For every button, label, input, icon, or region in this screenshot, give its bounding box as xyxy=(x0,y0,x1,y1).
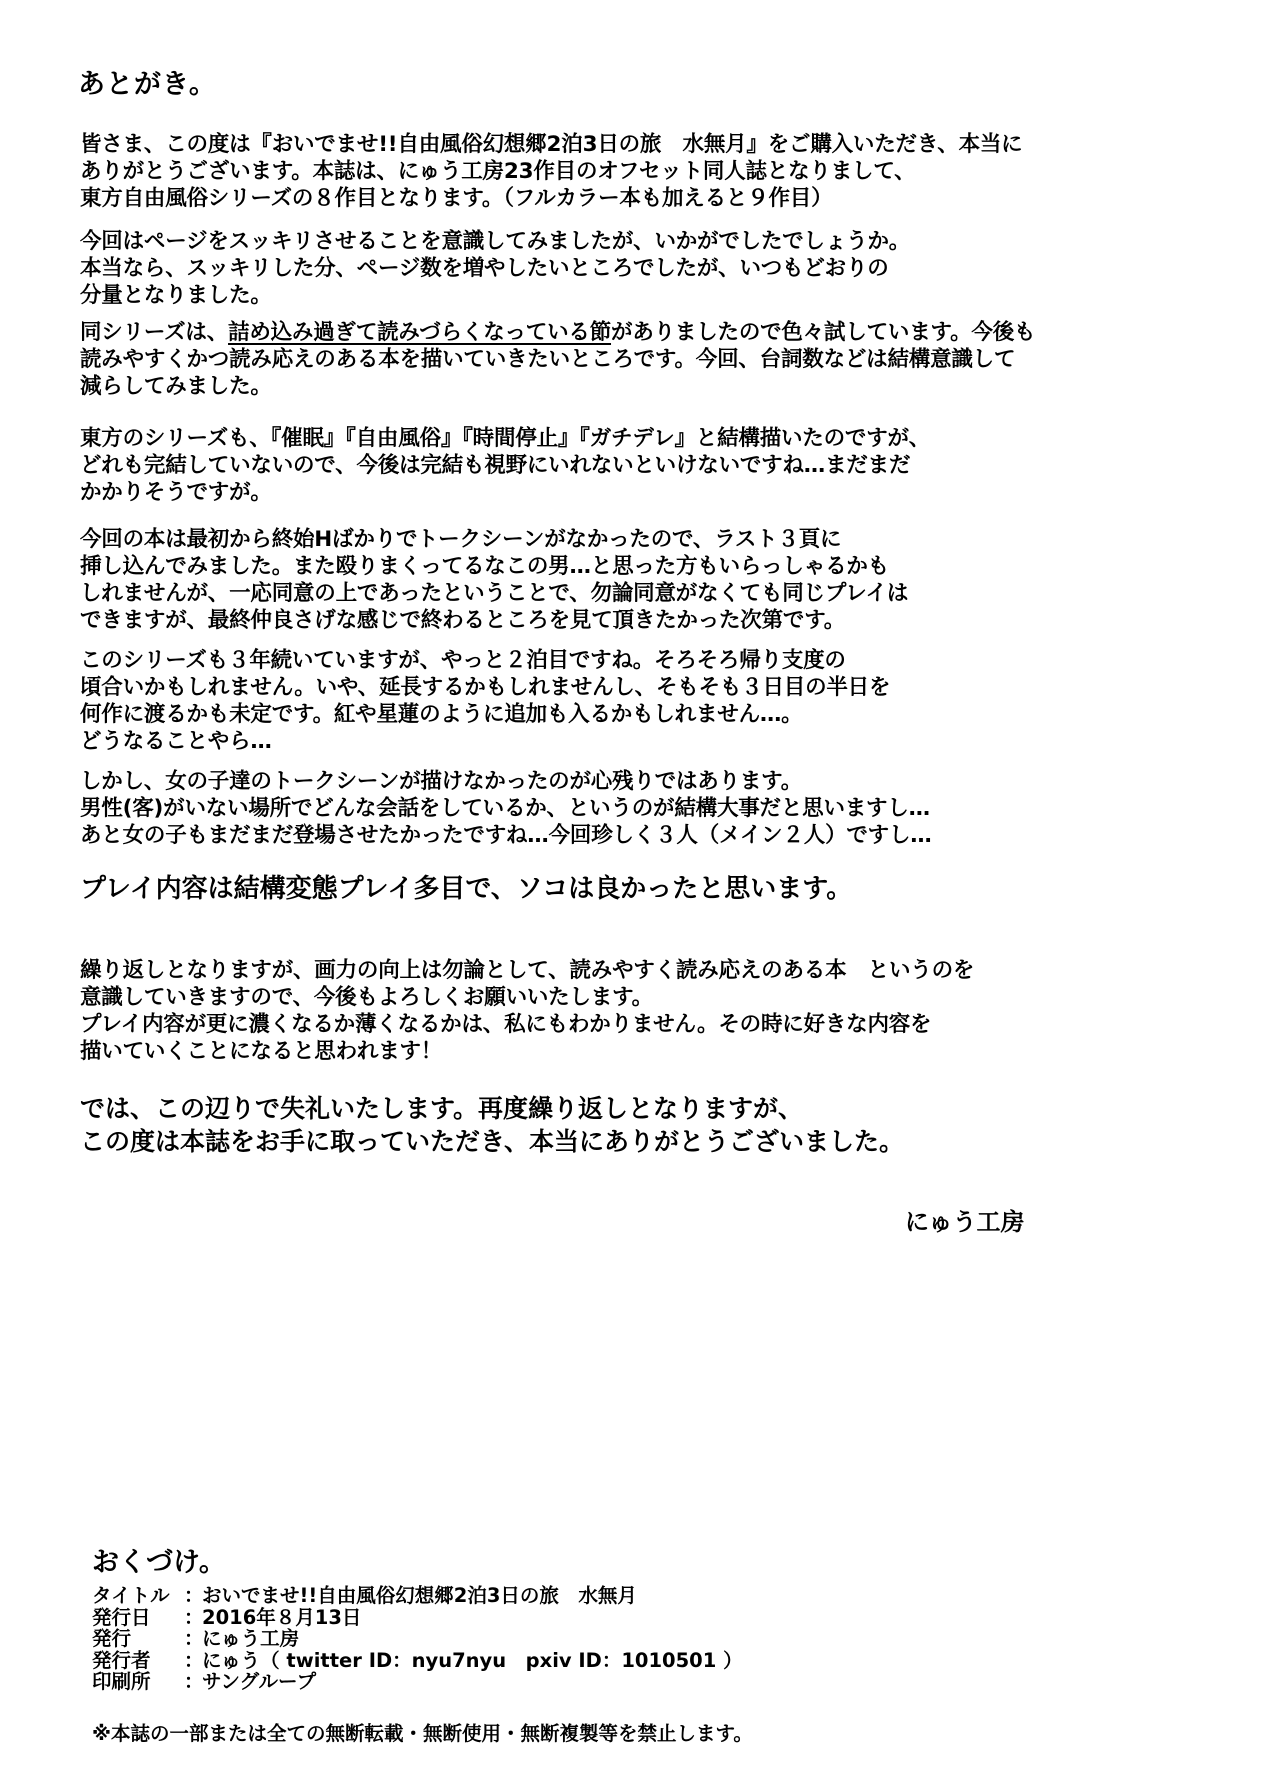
colophon-separator: ： xyxy=(184,1627,204,1650)
text-line: 男性(客)がいない場所でどんな会話をしているか、というのが結構大事だと思いますし… xyxy=(80,796,930,821)
colophon-label: 発行 xyxy=(92,1627,132,1650)
paragraph-this-book xyxy=(80,526,1140,634)
underlined-text: 詰め込み過ぎて読みづらくなっている節 xyxy=(228,320,612,345)
copyright-notice: ※本誌の一部または全ての無断転載・無断使用・無断複製等を禁止します。 xyxy=(92,1722,753,1745)
paragraph-intro xyxy=(80,131,1140,212)
emphasis-statement: プレイ内容は結構変態プレイ多目で、ソコは良かったと思います。 xyxy=(80,874,853,904)
text-line: できますが、最終仲良さげな感じで終わるところを見て頂きたかった次第です。 xyxy=(80,608,846,633)
text-line: 皆さま、この度は『おいでませ!!自由風俗幻想郷2泊3日の旅 水無月』をご購入いただき、本当に xyxy=(80,132,1023,157)
text-line: 頃合いかもしれません。いや、延長するかもしれませんし、そもそも３日目の半日を xyxy=(80,675,891,700)
colophon-value: にゅう（ twitter ID：nyu7nyu pxiv ID：1010501 ） xyxy=(202,1648,743,1672)
text-line: かかりそうですが。 xyxy=(80,480,272,505)
text-segment: 同シリーズは、 xyxy=(80,320,229,345)
text-line: 減らしてみました。 xyxy=(80,374,272,399)
text-line: 今回の本は最初から終始Hばかりでトークシーンがなかったので、ラスト３頁に xyxy=(80,527,842,552)
paragraph-series-readability xyxy=(80,319,1140,400)
colophon-label: 発行日 xyxy=(92,1605,151,1629)
text-line: 分量となりました。 xyxy=(80,283,272,308)
text-line: 本当なら、スッキリした分、ページ数を増やしたいところでしたが、いつもどおりの xyxy=(80,256,889,281)
text-line: 描いていくことになると思われます！ xyxy=(80,1039,443,1064)
colophon-row-title xyxy=(92,1585,1092,1607)
colophon-separator: ： xyxy=(184,1605,204,1629)
text-line: プレイ内容が更に濃くなるか薄くなるかは、私にもわかりません。その時に好きな内容を xyxy=(80,1012,932,1037)
text-segment: がありましたので色々試しています。今後も xyxy=(611,320,1036,345)
colophon-heading: おくづけ。 xyxy=(92,1547,226,1578)
paragraph-regrets xyxy=(80,768,1140,849)
colophon-table xyxy=(92,1585,1092,1693)
text-line: どうなることやら… xyxy=(80,729,272,754)
colophon-label: 印刷所 xyxy=(92,1670,151,1693)
text-line: どれも完結していないので、今後は完結も視野にいれないといけないですね…まだまだ xyxy=(80,453,911,478)
text-line: 繰り返しとなりますが、画力の向上は勿論として、読みやすく読み応えのある本 というのを xyxy=(80,958,975,983)
text-line: しれませんが、一応同意の上であったということで、勿論同意がなくても同じプレイは xyxy=(80,581,909,606)
text-line: 今回はページをスッキリさせることを意識してみましたが、いかがでしたでしょうか。 xyxy=(80,229,911,254)
colophon-value: サングループ xyxy=(202,1670,317,1693)
colophon-row-date xyxy=(92,1607,1092,1629)
text-line: あと女の子もまだまだ登場させたかったですね…今回珍しく３人（メイン２人）ですし… xyxy=(80,823,932,848)
text-line: 東方のシリーズも、『催眠』『自由風俗』『時間停止』『ガチデレ』と結構描いたのですが、 xyxy=(80,426,931,451)
colophon-value: 2016年８月13日 xyxy=(202,1605,362,1629)
text-line: では、この辺りで失礼いたします。再度繰り返しとなりますが、 xyxy=(80,1094,804,1123)
colophon-label: タイトル xyxy=(92,1584,170,1607)
paragraph-future xyxy=(80,957,1140,1065)
colophon-row-publisher xyxy=(92,1628,1092,1650)
colophon-separator: ： xyxy=(184,1584,204,1607)
text-line: 東方自由風俗シリーズの８作目となります。（フルカラー本も加えると９作目） xyxy=(80,186,833,211)
colophon-row-issuer xyxy=(92,1650,1092,1672)
colophon-value: おいでませ!!自由風俗幻想郷2泊3日の旅 水無月 xyxy=(202,1584,637,1607)
closing-message xyxy=(80,1092,1180,1158)
afterword-heading: あとがき。 xyxy=(78,69,217,100)
colophon-separator: ： xyxy=(184,1648,204,1672)
text-line: 意識していきますので、今後もよろしくお願いいたします。 xyxy=(80,985,653,1010)
author-signature: にゅう工房 xyxy=(905,1208,1025,1236)
text-line: このシリーズも３年続いていますが、やっと２泊目ですね。そろそろ帰り支度の xyxy=(80,648,846,673)
paragraph-touhou-series xyxy=(80,425,1140,506)
colophon-row-printer xyxy=(92,1671,1092,1693)
text-line: ありがとうございます。本誌は、にゅう工房23作目のオフセット同人誌となりまして、 xyxy=(80,159,916,184)
text-line xyxy=(80,319,1140,346)
colophon-label: 発行者 xyxy=(92,1648,151,1672)
text-line: しかし、女の子達のトークシーンが描けなかったのが心残りではあります。 xyxy=(80,769,803,794)
colophon-value: にゅう工房 xyxy=(202,1627,300,1650)
paragraph-page-layout xyxy=(80,228,1140,309)
colophon-separator: ： xyxy=(184,1670,204,1693)
text-line: 何作に渡るかも未定です。紅や星蓮のように追加も入るかもしれません…。 xyxy=(80,702,803,727)
paragraph-series-progress xyxy=(80,647,1140,755)
text-line: 挿し込んでみました。また殴りまくってるなこの男…と思った方もいらっしゃるかも xyxy=(80,554,889,579)
text-line: この度は本誌をお手に取っていただき、本当にありがとうございました。 xyxy=(80,1127,905,1156)
text-line: 読みやすくかつ読み応えのある本を描いていきたいところです。今回、台詞数などは結構意識して xyxy=(80,347,1016,372)
